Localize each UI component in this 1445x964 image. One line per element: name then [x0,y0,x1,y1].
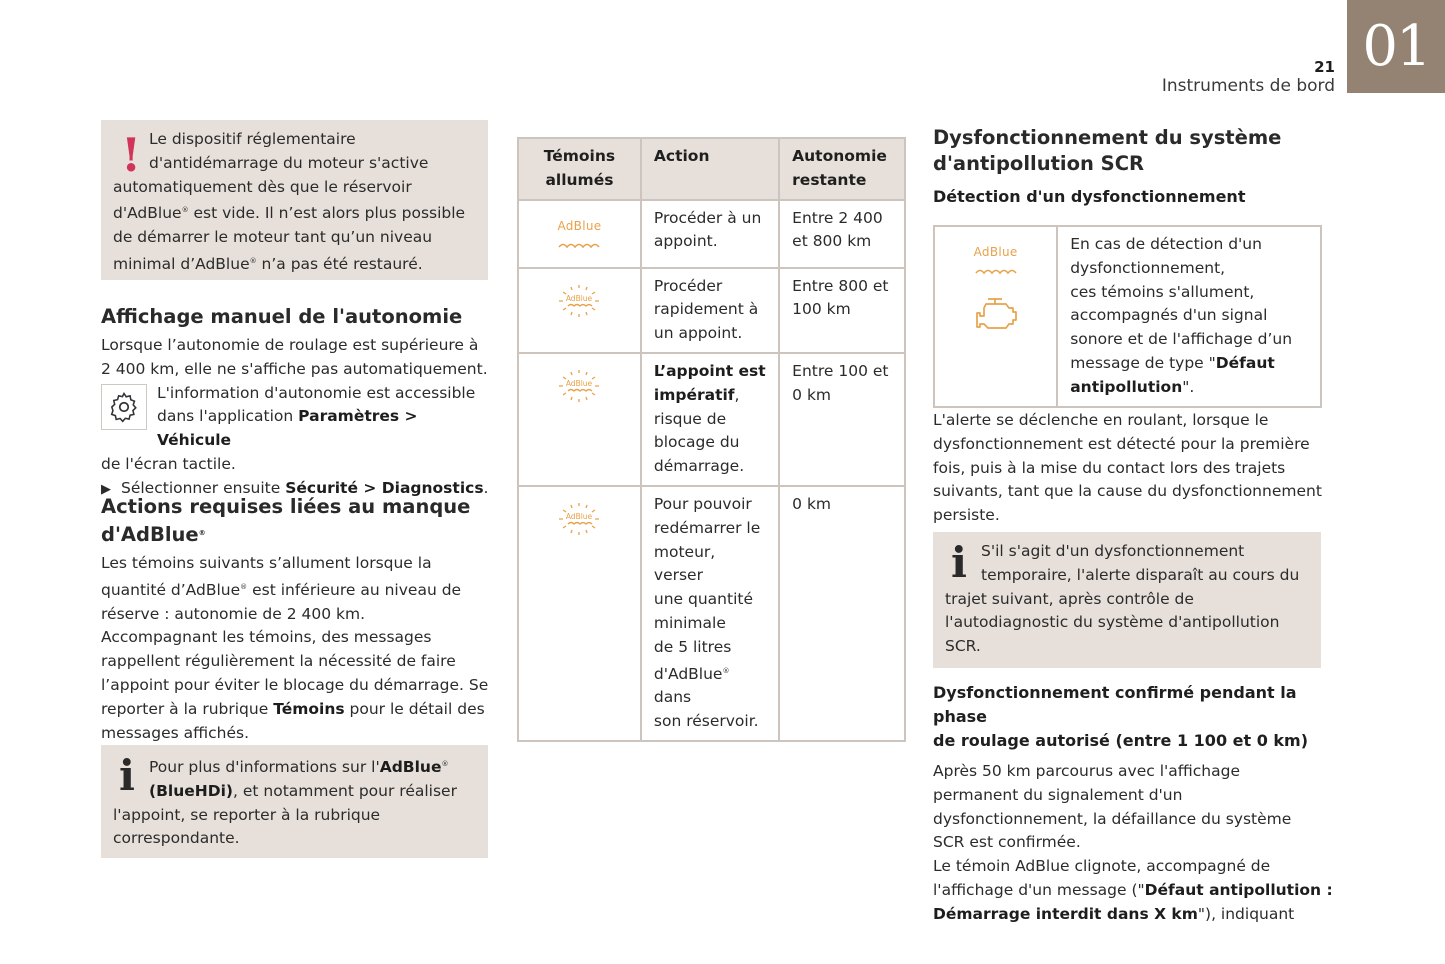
subsection-title: de roulage autorisé (entre 1 100 et 0 km) [933,731,1309,750]
note-text: l'appoint, se reporter à la rubrique [113,805,381,824]
paragraph-line: Lorsque l’autonomie de roulage est supérieure à [101,336,479,354]
adblue-flashing-icon [518,268,641,353]
note-text: d'antidémarrage du moteur s'active [149,153,429,172]
subsection-title: Dysfonctionnement confirmé pendant la phase [933,683,1297,726]
paragraph-line: reporter à la rubrique Témoins pour le détail des [101,699,485,718]
table-row [518,200,905,268]
info-note-adblue [101,745,488,858]
paragraph-line: SCR est confirmée. [933,833,1081,852]
range-cell: Entre 800 et 100 km [779,268,905,353]
svg-text:AdBlue: AdBlue [566,511,593,521]
action-cell: Pour pouvoir redémarrer le moteur, verser une quantité minimale de 5 litres d'AdBlue® dans son réservoir. [641,486,779,741]
table-row [518,353,905,486]
note-text: de démarrer le moteur tant qu’un niveau [113,228,433,247]
section-scr-malfunction [933,125,1333,209]
info-note-temporary [933,532,1321,668]
paragraph-line: messages affichés. [101,723,250,742]
note-text: correspondante. [113,829,240,848]
note-text: l'autodiagnostic du système d'antipollution [945,613,1280,632]
paragraph-line: dysfonctionnement est détecté pour la première [933,434,1310,453]
section-title: Affichage manuel de l'autonomie [101,305,463,328]
detection-table [933,225,1322,408]
paragraph-line: l'affichage d'un message ("Défaut antipollution : [933,880,1333,899]
paragraph-line: fois, puis à la mise du contact lors des trajets [933,458,1286,477]
column-header: Autonomie restante [779,138,905,200]
section-title: Dysfonctionnement du système [933,126,1282,149]
note-text: automatiquement dès que le réservoir [113,177,412,196]
paragraph-line: dans l'application Paramètres > Véhicule [157,407,418,450]
action-cell: L’appoint est impératif, risque de blocage du démarrage. [641,353,779,486]
engine-check-icon [947,297,1044,339]
paragraph-line: Accompagnant les témoins, des messages [101,628,432,647]
paragraph-line: dysfonctionnement, la défaillance du système [933,809,1292,828]
paragraph-line: Démarrage interdit dans X km"), indiquant [933,904,1295,923]
chapter-tab: 01 [1347,0,1445,93]
section-confirmed-malfunction [933,681,1343,927]
gear-icon [101,384,147,430]
chapter-title: Instruments de bord [1161,76,1335,96]
note-text: temporaire, l'alerte disparaît au cours du [981,565,1300,584]
table-row [518,486,905,741]
paragraph-line: quantité d’AdBlue® est inférieure au niveau de [101,580,462,599]
description-cell: En cas de détection d'un dysfonctionnement, ces témoins s'allument, accompagnés d'un signal sonore et de l'affichage d’un message de type "Défaut antipollution". [1057,226,1321,407]
warning-note [101,120,488,280]
adblue-flashing-icon [518,353,641,486]
paragraph-line: l’appoint pour éviter le blocage du démarrage. Se [101,675,489,694]
bullet-line: ▶ Sélectionner ensuite Sécurité > Diagnostics. [101,478,489,497]
table-header-row [518,138,905,200]
section-title: Actions requises liées au manque [101,495,471,518]
adblue-actions-table [517,137,906,742]
section-title: d'antipollution SCR [933,152,1145,175]
page-number: 21 [1314,58,1335,76]
info-icon: i [119,751,135,800]
action-cell: Procéder rapidement à un appoint. [641,268,779,353]
note-text: S'il s'agit d'un dysfonctionnement [981,542,1245,560]
svg-text:AdBlue: AdBlue [566,293,593,303]
alert-paragraph [933,409,1333,528]
range-cell: Entre 2 400 et 800 km [779,200,905,268]
column-header: Témoins allumés [518,138,641,200]
info-icon: i [951,538,967,587]
subsection-title: Détection d'un dysfonctionnement [933,187,1246,206]
paragraph-line: Les témoins suivants s’allument lorsque la [101,554,432,572]
note-text: d'AdBlue® est vide. Il n’est alors plus possible [113,204,466,223]
paragraph-line: de l'écran tactile. [101,454,236,473]
section-title: d'AdBlue® [101,523,206,546]
exclamation-icon: ! [121,128,142,182]
note-text: SCR. [945,637,981,656]
svg-text:AdBlue: AdBlue [566,378,593,388]
note-text: Pour plus d'informations sur l'AdBlue® [149,758,449,776]
column-header: Action [641,138,779,200]
table-row [518,268,905,353]
paragraph-line: Après 50 km parcourus avec l'affichage [933,762,1240,780]
paragraph-line: Le témoin AdBlue clignote, accompagné de [933,857,1271,876]
section-manual-range [101,304,496,502]
paragraph-line: persiste. [933,506,1000,525]
indicator-cell [934,226,1057,407]
paragraph-line: réserve : autonomie de 2 400 km. [101,604,365,623]
action-cell: Procéder à un appoint. [641,200,779,268]
paragraph-line: rappellent régulièrement la nécessité de faire [101,652,456,671]
note-text: Le dispositif réglementaire [149,130,356,148]
adblue-flashing-icon [518,486,641,741]
paragraph-line: 2 400 km, elle ne s'affiche pas automatiquement. [101,359,488,378]
section-required-actions [101,494,496,745]
adblue-indicator-icon: AdBlue [947,245,1044,283]
range-cell: 0 km [779,486,905,741]
paragraph-line: L'alerte se déclenche en roulant, lorsque le [933,411,1269,429]
note-text: (BlueHDi), et notamment pour réaliser [149,781,457,800]
note-text: minimal d’AdBlue® n’a pas été restauré. [113,254,423,273]
triangle-right-icon: ▶ [101,481,111,497]
adblue-indicator-icon: AdBlue [518,200,641,268]
table-row [934,226,1321,407]
range-cell: Entre 100 et 0 km [779,353,905,486]
paragraph-line: permanent du signalement d'un [933,785,1183,804]
paragraph-line: suivants, tant que la cause du dysfonctionnement [933,482,1322,501]
paragraph-line: L'information d'autonomie est accessible [157,383,476,402]
note-text: trajet suivant, après contrôle de [945,589,1194,608]
